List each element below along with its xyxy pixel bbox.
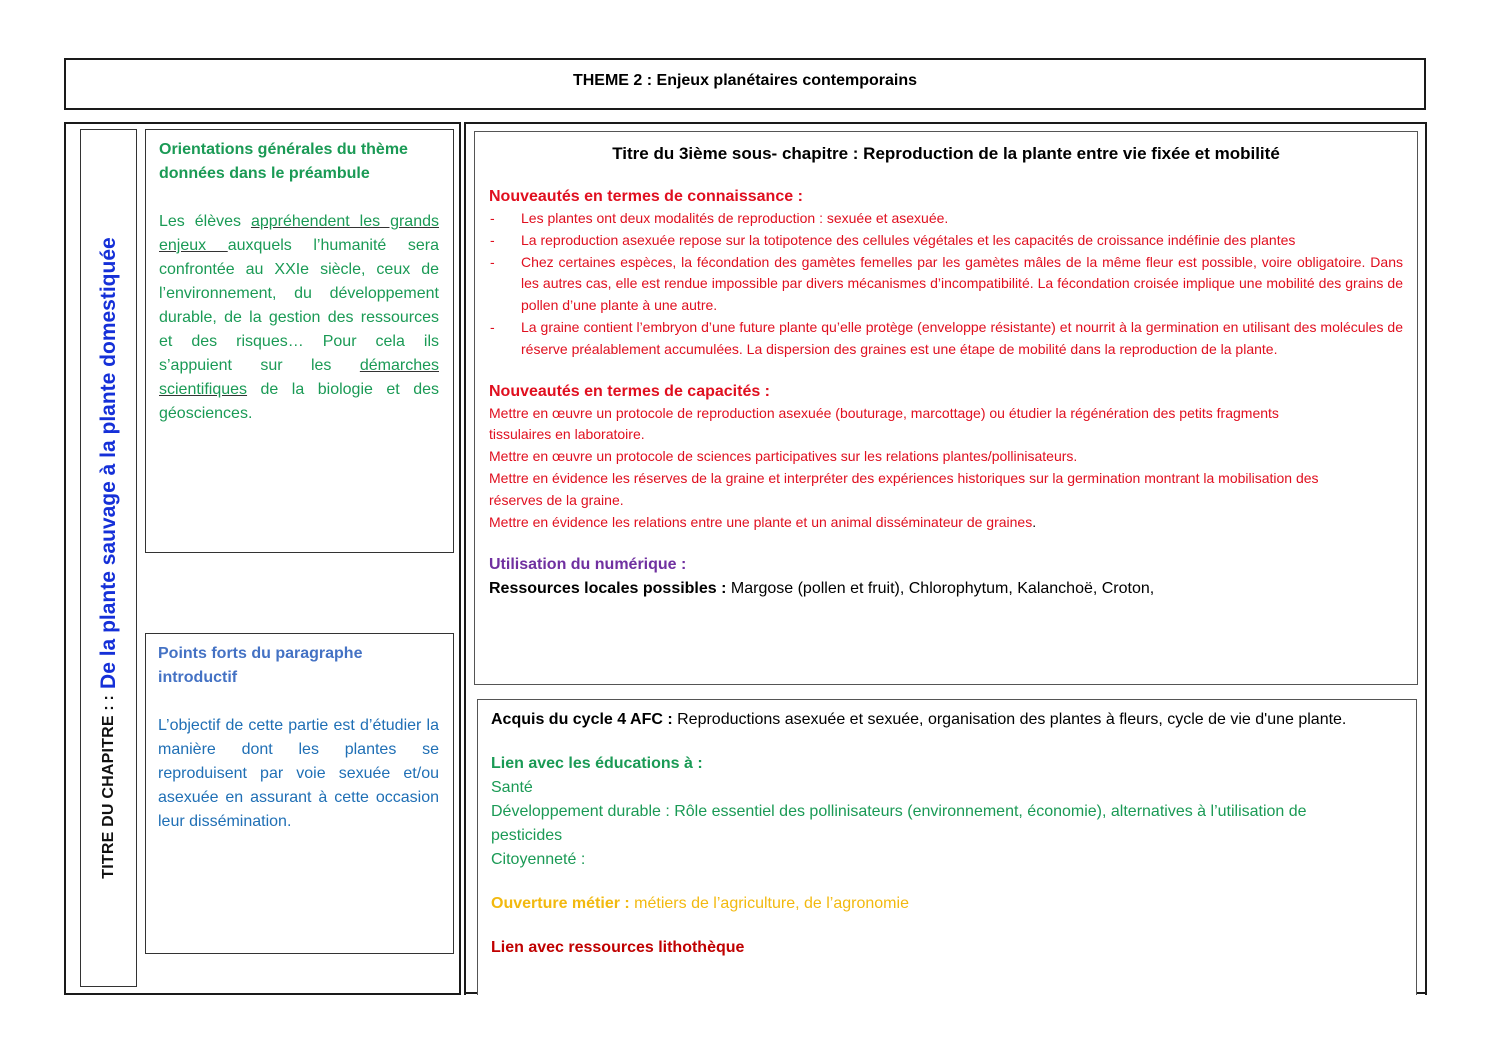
knowledge-heading: Nouveautés en termes de connaissance : bbox=[489, 188, 803, 205]
numerique-heading: Utilisation du numérique : bbox=[489, 556, 687, 574]
chapter-label: TITRE DU CHAPITRE : : bbox=[99, 694, 117, 879]
education-item: Citoyenneté : bbox=[491, 851, 586, 868]
capacity-item: Mettre en œuvre un protocole de sciences participatives sur les relations plantes/pollinisateurs. bbox=[489, 448, 1078, 465]
education-item: Santé bbox=[491, 779, 533, 796]
orientations-text-part: de la biologie et des géosciences. bbox=[159, 381, 439, 422]
knowledge-item: - La reproduction asexuée repose sur la totipotence des cellules végétales et les capacités de croissance indéfinie des plantes bbox=[489, 230, 1403, 252]
orientations-underlined-phrase: appréhendent les grands enjeux bbox=[159, 213, 439, 254]
acquis-label: Acquis du cycle 4 AFC : bbox=[491, 711, 673, 728]
resources-value: Margose (pollen et fruit), Chlorophytum, Kalanchoë, Croton, bbox=[726, 580, 1155, 598]
metier-value: métiers de l’agriculture, de l’agronomie bbox=[629, 895, 909, 912]
knowledge-list bbox=[489, 208, 1403, 361]
resources-line bbox=[489, 577, 1403, 601]
chapter-title-strip bbox=[80, 129, 137, 987]
metier-label: Ouverture métier : bbox=[491, 895, 630, 912]
knowledge-item: - Chez certaines espèces, la fécondation des gamètes femelles par les gamètes mâles de la même fleur est possible, voire obligatoire. Dans les autres cas, elle est rendue impossible par divers mécanismes d’incompatibilité. La fécondation croisée implique une mobilité des grains de pollen d’une plante à une autre. bbox=[489, 252, 1403, 317]
resources-label: Ressources locales possibles : bbox=[489, 580, 727, 598]
metier-line bbox=[491, 892, 1402, 916]
acquis-box bbox=[477, 699, 1417, 995]
capacity-item: Mettre en évidence les réserves de la graine et interpréter des expériences historiques sur la germination montrant la mobilisation des réserves de la graine. bbox=[489, 469, 1319, 508]
orientations-heading: Orientations générales du thème données dans le préambule bbox=[159, 141, 408, 182]
capacity-item: Mettre en œuvre un protocole de reproduction asexuée (bouturage, marcottage) ou étudier la régénération des petits fragments tissulaires en laboratoire. bbox=[489, 404, 1279, 443]
orientations-text-part: auxquels l’humanité sera confrontée au XXIe siècle, ceux de l’environnement, du développement durable, de la gestion des ressources et des risques… Pour cela ils s’appuient sur les bbox=[159, 237, 439, 374]
points-forts-text: L’objectif de cette partie est d’étudier la manière dont les plantes se reproduisent par voie sexuée et/ou asexuée en assurant à cette occasion leur dissémination. bbox=[158, 717, 439, 830]
orientations-box bbox=[145, 129, 454, 553]
points-forts-box bbox=[145, 633, 454, 954]
theme-header-box bbox=[64, 58, 1426, 110]
orientations-text-part: Les élèves bbox=[159, 213, 251, 230]
theme-title: THEME 2 : Enjeux planétaires contemporains bbox=[572, 72, 918, 89]
capacity-item: Mettre en évidence les relations entre une plante et un animal disséminateur de graines bbox=[489, 513, 1033, 530]
chapter-title: De la plante sauvage à la plante domestiquée bbox=[96, 237, 120, 689]
acquis-value: Reproductions asexuée et sexuée, organisation des plantes à fleurs, cycle de vie d'une plante. bbox=[672, 711, 1347, 728]
knowledge-item: - Les plantes ont deux modalités de reproduction : sexuée et asexuée. bbox=[489, 208, 1403, 230]
orientations-underlined-phrase: démarches scientifiques bbox=[159, 357, 439, 398]
lithotheque-heading: Lien avec ressources lithothèque bbox=[491, 939, 745, 956]
knowledge-item: - La graine contient l’embryon d’une future plante qu’elle protège (enveloppe résistante) et nourrit à la germination en utilisant des molécules de réserve préalablement accumulées. La dispersion des graines est une étape de mobilité dans la reproduction de la plante. bbox=[489, 317, 1403, 361]
subchapter-box bbox=[474, 131, 1418, 685]
acquis-line bbox=[491, 708, 1402, 732]
orientations-text bbox=[159, 210, 439, 426]
subchapter-title: Titre du 3ième sous- chapitre : Reproduction de la plante entre vie fixée et mobilité bbox=[612, 144, 1280, 163]
capacity-trailing-period: . bbox=[1032, 513, 1037, 530]
capacities-heading: Nouveautés en termes de capacités : bbox=[489, 382, 771, 400]
education-heading: Lien avec les éducations à : bbox=[491, 755, 703, 772]
capacity-item-last bbox=[489, 512, 1403, 534]
education-item: Développement durable : Rôle essentiel des pollinisateurs (environnement, économie), alternatives à l’utilisation de pesticides bbox=[491, 803, 1307, 844]
points-forts-heading: Points forts du paragraphe introductif bbox=[158, 645, 363, 686]
